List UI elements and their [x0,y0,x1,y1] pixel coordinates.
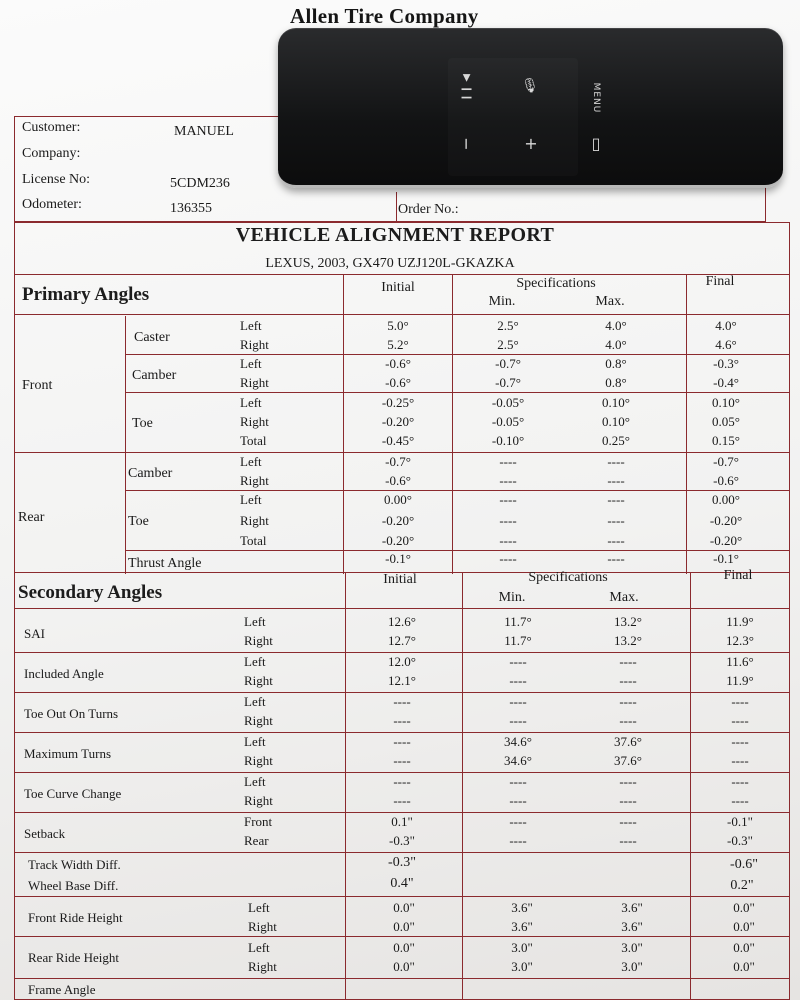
row-final-value: 0.05° [712,414,740,429]
volume-minus-icon: − [457,137,476,151]
row-side-label: Left [248,940,270,955]
row-initial-value: 0.0" [393,959,415,974]
row-max-value: ---- [619,774,637,789]
row-final-value: 0.0" [733,900,755,915]
row-initial-value: -0.7° [385,454,411,469]
row-final-value: ---- [731,694,749,709]
rear-label: Rear [18,510,45,525]
order-label: Order No.: [398,202,459,217]
row-final-value: -0.7° [713,454,739,469]
row-max-value: ---- [607,473,625,488]
secondary-angles-title: Secondary Angles [18,582,163,603]
frame-angle-label: Frame Angle [28,982,96,997]
row-initial-value: ---- [393,774,411,789]
row-final-value: ---- [731,774,749,789]
row-max-value: 37.6° [614,734,642,749]
row-min-value: 2.5° [497,337,519,352]
row-side-label: Left [240,454,262,469]
row-side-label: Right [240,375,269,390]
row-initial-value: ---- [393,713,411,728]
group-label: Toe Curve Change [24,786,122,801]
group-label: Setback [24,826,66,841]
row-final-value: -0.1° [713,551,739,566]
row-side-label: Right [248,959,277,974]
row-initial-value: 5.2° [387,337,409,352]
front-label: Front [22,378,53,393]
row-min-value: -0.05° [491,414,525,429]
group-label: SAI [24,626,45,641]
row-max-value: 4.0° [605,318,627,333]
customer-value: MANUEL [174,124,234,139]
row-side-label: Left [240,395,262,410]
row-final-value: ---- [731,793,749,808]
row-final-value: 11.9° [726,614,754,629]
row-final-value: 0.10° [712,395,740,410]
rear-camber-label: Camber [128,466,173,481]
row-max-value: ---- [619,694,637,709]
secondary-col-spec: Specifications [528,570,608,585]
row-min-value: 11.7° [504,633,532,648]
row-initial-value: 0.0" [393,900,415,915]
row-min-value: ---- [509,793,527,808]
report-title: VEHICLE ALIGNMENT REPORT [235,224,555,246]
row-initial-value: 12.1° [388,673,416,688]
row-initial-value: -0.20° [381,414,415,429]
rear-toe-label: Toe [128,514,149,529]
row-max-value: 0.10° [602,395,630,410]
row-side-label: Right [240,473,269,488]
row-max-value: 3.0" [621,959,643,974]
row-side-label: Right [248,919,277,934]
caster-label: Caster [134,330,170,345]
secondary-col-final: Final [723,568,753,583]
row-final-value: -0.6° [713,473,739,488]
row-min-value: ---- [509,814,527,829]
row-max-value: ---- [607,533,625,548]
microphone-icon: 🎙 [521,78,539,94]
row-side-label: Right [244,713,273,728]
row-initial-value: 12.6° [388,614,416,629]
row-final-value: 0.15° [712,433,740,448]
row-initial-value: -0.45° [381,433,415,448]
row-max-value: 3.0" [621,940,643,955]
row-min-value: 11.7° [504,614,532,629]
row-min-value: ---- [499,551,517,566]
row-min-value: ---- [499,533,517,548]
secondary-col-min: Min. [498,590,526,605]
row-initial-value: 0.00° [384,492,412,507]
row-initial-value: 0.0" [393,940,415,955]
thrust-angle-label: Thrust Angle [128,556,202,571]
group-label: Maximum Turns [24,746,112,761]
play-pause-icon: ▶ ❙❙ [461,74,472,102]
row-side-label: Left [244,734,266,749]
row-side-label: Left [244,694,266,709]
row-final-value: 11.6° [726,654,754,669]
row-min-value: ---- [509,713,527,728]
row-final-value: -0.20° [709,533,743,548]
row-final-value: 0.0" [733,959,755,974]
row-initial-value: -0.6° [385,375,411,390]
row-side-label: Right [240,414,269,429]
row-min-value: 2.5° [497,318,519,333]
track-width-final: -0.6" [730,857,758,872]
row-side-label: Right [244,753,273,768]
row-min-value: -0.10° [491,433,525,448]
row-max-value: 37.6° [614,753,642,768]
customer-label: Customer: [22,120,81,135]
row-side-label: Total [240,533,267,548]
license-value: 5CDM236 [170,176,230,191]
row-side-label: Left [240,356,262,371]
row-max-value: 3.6" [621,900,643,915]
row-side-label: Right [244,673,273,688]
row-initial-value: -0.6° [385,356,411,371]
row-initial-value: 12.7° [388,633,416,648]
row-max-value: 4.0° [605,337,627,352]
row-min-value: ---- [499,492,517,507]
row-side-label: Left [248,900,270,915]
row-max-value: 0.10° [602,414,630,429]
row-initial-value: -0.3" [389,833,415,848]
row-min-value: ---- [499,454,517,469]
row-side-label: Right [244,793,273,808]
row-min-value: ---- [509,833,527,848]
row-final-value: 0.00° [712,492,740,507]
row-side-label: Left [240,492,262,507]
row-min-value: ---- [509,694,527,709]
row-final-value: -0.3° [713,356,739,371]
row-final-value: ---- [731,753,749,768]
row-side-label: Rear [244,833,269,848]
row-final-value: -0.3" [727,833,753,848]
company-name: Allen Tire Company [290,4,479,28]
row-max-value: ---- [619,654,637,669]
menu-button-label: MENU [591,82,601,114]
primary-col-min: Min. [488,294,516,309]
wheel-base-final: 0.2" [730,878,754,893]
company-label: Company: [22,146,81,161]
row-initial-value: -0.20° [381,513,415,528]
row-initial-value: -0.6° [385,473,411,488]
row-side-label: Left [244,774,266,789]
row-max-value: ---- [607,454,625,469]
row-final-value: 0.0" [733,919,755,934]
row-initial-value: -0.20° [381,533,415,548]
row-initial-value: ---- [393,793,411,808]
row-initial-value: 12.0° [388,654,416,669]
group-label: Front Ride Height [28,910,123,925]
volume-plus-icon: + [524,134,538,153]
row-min-value: -0.05° [491,395,525,410]
odometer-value: 136355 [170,201,212,216]
row-max-value: ---- [607,513,625,528]
tv-icon: ▯ [591,134,601,153]
group-label: Toe Out On Turns [24,706,119,721]
wheel-base-label: Wheel Base Diff. [28,878,119,893]
row-final-value: 0.0" [733,940,755,955]
row-max-value: 13.2° [614,614,642,629]
row-min-value: ---- [509,654,527,669]
row-final-value: ---- [731,734,749,749]
group-label: Included Angle [24,666,104,681]
track-width-label: Track Width Diff. [28,857,121,872]
row-initial-value: -0.1° [385,551,411,566]
row-min-value: 34.6° [504,734,532,749]
front-camber-label: Camber [132,368,177,383]
row-side-label: Right [240,337,269,352]
row-initial-value: 0.0" [393,919,415,934]
row-min-value: -0.7° [495,375,521,390]
row-final-value: -0.20° [709,513,743,528]
wheel-base-initial: 0.4" [390,876,414,891]
odometer-label: Odometer: [22,197,82,212]
row-final-value: 11.9° [726,673,754,688]
row-max-value: 3.6" [621,919,643,934]
row-max-value: 0.25° [602,433,630,448]
row-max-value: ---- [619,793,637,808]
front-toe-label: Toe [132,416,153,431]
row-max-value: 0.8° [605,375,627,390]
row-side-label: Left [244,614,266,629]
primary-angles-title: Primary Angles [22,284,150,305]
row-max-value: ---- [619,673,637,688]
row-min-value: 3.6" [511,900,533,915]
row-max-value: 0.8° [605,356,627,371]
group-label: Rear Ride Height [28,950,119,965]
row-final-value: 4.6° [715,337,737,352]
primary-col-spec: Specifications [516,276,596,291]
secondary-col-max: Max. [609,590,639,605]
row-final-value: -0.1" [727,814,753,829]
primary-col-initial: Initial [381,280,415,295]
row-side-label: Left [240,318,262,333]
row-side-label: Right [240,513,269,528]
row-max-value: ---- [619,713,637,728]
row-max-value: ---- [619,833,637,848]
track-width-initial: -0.3" [388,855,416,870]
row-min-value: 3.0" [511,959,533,974]
row-min-value: ---- [509,673,527,688]
row-initial-value: -0.25° [381,395,415,410]
row-min-value: -0.7° [495,356,521,371]
row-initial-value: ---- [393,694,411,709]
tv-remote [278,28,783,188]
row-initial-value: ---- [393,753,411,768]
vehicle-description: LEXUS, 2003, GX470 UZJ120L-GKAZKA [265,256,515,271]
row-final-value: 12.3° [726,633,754,648]
row-final-value: -0.4° [713,375,739,390]
row-max-value: ---- [607,492,625,507]
row-side-label: Left [244,654,266,669]
row-side-label: Front [244,814,273,829]
row-min-value: 3.6" [511,919,533,934]
primary-col-max: Max. [595,294,625,309]
row-max-value: ---- [619,814,637,829]
row-min-value: 3.0" [511,940,533,955]
secondary-col-initial: Initial [383,572,417,587]
row-min-value: 34.6° [504,753,532,768]
primary-col-final: Final [705,274,735,289]
row-initial-value: ---- [393,734,411,749]
row-min-value: ---- [509,774,527,789]
row-final-value: ---- [731,713,749,728]
row-final-value: 4.0° [715,318,737,333]
row-max-value: 13.2° [614,633,642,648]
row-min-value: ---- [499,513,517,528]
row-initial-value: 0.1" [391,814,413,829]
license-label: License No: [22,172,91,187]
row-side-label: Right [244,633,273,648]
row-max-value: ---- [607,551,625,566]
row-initial-value: 5.0° [387,318,409,333]
row-min-value: ---- [499,473,517,488]
row-side-label: Total [240,433,267,448]
